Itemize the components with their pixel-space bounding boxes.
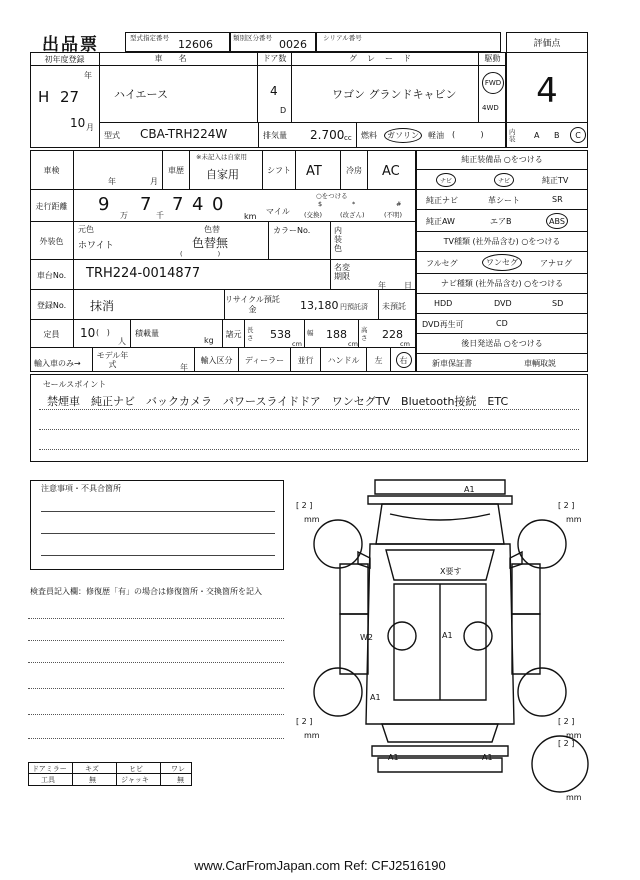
handle-right-cell — [390, 348, 416, 372]
inspector-label: 検査員記入欄：修復歴「有」の場合は修復箇所・交換箇所を記入 — [30, 587, 262, 596]
factory-tv: 純正TV — [542, 176, 569, 185]
fuel-label: 燃料 — [356, 122, 377, 148]
handle-label: ハンドル — [320, 348, 366, 372]
sheet-title: 出品票 — [42, 35, 99, 55]
tire-fr-value: [ 2 ] — [558, 501, 575, 510]
navi-hdd: HDD — [434, 299, 453, 308]
ac-label: 冷房 — [340, 150, 368, 190]
import-label: 輸入車のみ→ — [34, 359, 81, 368]
docs-manual: 車輌取説 — [524, 359, 556, 368]
swap-sym: $ — [318, 200, 323, 208]
drive-cell — [479, 66, 506, 122]
shaken-label: 車検 — [30, 150, 74, 190]
length-value: 538 — [270, 328, 291, 341]
mark-roof: A1 — [442, 631, 453, 640]
capacity-unit: 人 — [118, 337, 126, 346]
handle-left: 左 — [366, 348, 390, 372]
shaken-year: 年 — [108, 177, 116, 186]
tv-analog: アナログ — [540, 259, 572, 268]
tire-rl-value: [ 2 ] — [296, 717, 313, 726]
mileage-digit-3: 7 — [172, 194, 184, 215]
grade-cell — [292, 66, 479, 122]
legend-header-crack: ヒビ — [129, 765, 143, 773]
height-label: 高さ — [358, 320, 370, 348]
mark-hood: X要す — [440, 567, 462, 576]
interior-grade-row — [506, 122, 588, 148]
shift-label: シフト — [262, 150, 296, 190]
mileage-label: 走行距離 — [30, 190, 74, 222]
recycle-unpaid: 未預託 — [378, 290, 406, 320]
load-label: 積載量 — [130, 320, 159, 348]
drive-4wd: 4WD — [482, 104, 499, 112]
tire-fl-unit: mm — [304, 515, 320, 524]
docs-label: 後日発送品 ○をつける — [416, 334, 588, 354]
era-value: H — [38, 88, 50, 106]
reg-label: 登録No. — [30, 290, 74, 320]
factory-abs-circled: ABS — [546, 213, 568, 229]
factory-navi-2-circled: ナビ — [494, 173, 514, 187]
mile-option: マイル — [266, 207, 290, 216]
factory-aw: 純正AW — [426, 217, 455, 226]
factory-airbag: エアB — [490, 217, 512, 226]
legend-header-scratch: キズ — [85, 765, 99, 773]
capacity-paren: ( ) — [96, 328, 110, 337]
recycle-value: 13,180 — [300, 299, 339, 312]
damage-legend-table — [28, 762, 192, 786]
sales-point-label: セールスポイント — [43, 380, 107, 389]
mark-rear-bumper-right: A1 — [482, 753, 493, 762]
factory-navi-1-circled: ナビ — [436, 173, 456, 187]
dealer-option: ディーラー — [238, 348, 290, 372]
tire-rr-unit: mm — [566, 731, 582, 740]
paint-value: 色替無 — [192, 236, 229, 250]
first-reg-label: 初年度登録 — [30, 52, 100, 66]
factory-leather: 革シート — [488, 196, 520, 205]
factory-row-1 — [416, 170, 588, 190]
car-damage-diagram — [290, 474, 590, 804]
mileage-km: km — [244, 212, 257, 221]
ac-value: AC — [382, 164, 400, 179]
orig-color-value: ホワイト — [78, 241, 114, 251]
mark-left-rear: A1 — [370, 693, 381, 702]
tamper-option: (改ざん) — [340, 211, 365, 219]
model-year-unit: 年 — [180, 363, 188, 372]
recycle-label: リサイクル預託金 — [224, 290, 280, 320]
mark-front-bumper: A1 — [464, 485, 475, 494]
mileage-unit-man: 万 — [120, 211, 128, 220]
shaken-month: 月 — [150, 177, 158, 186]
navi-row-2 — [416, 314, 588, 334]
category-label: 類別区分番号 — [233, 34, 272, 42]
fuel-paren: ( ) — [452, 130, 484, 139]
model-label: 型式 — [104, 131, 120, 140]
model-designation-value: 12606 — [178, 38, 213, 51]
model-designation-label: 型式指定番号 — [130, 34, 169, 42]
door-suffix: D — [280, 106, 287, 115]
displacement-value: 2.700 — [310, 128, 345, 142]
parallel-option: 並行 — [290, 348, 320, 372]
factory-sr: SR — [552, 195, 563, 204]
width-label: 幅 — [304, 320, 316, 348]
fuel-diesel: 軽油 — [428, 131, 444, 140]
drive-fwd-circle: FWD — [482, 72, 504, 94]
factory-row-2 — [416, 190, 588, 210]
name-change-year: 年 — [378, 281, 386, 290]
tv-fullseg: フルセグ — [426, 259, 458, 268]
tire-rr-value: [ 2 ] — [558, 717, 575, 726]
orig-color-label: 元色 — [78, 225, 94, 234]
name-change-day: 日 — [404, 281, 412, 290]
length-label: 長さ — [244, 320, 256, 348]
grade-label: グレード — [292, 52, 479, 66]
score-label: 評価点 — [507, 33, 587, 53]
displacement-unit: cc — [344, 134, 352, 142]
chassis-value: TRH224-0014877 — [86, 266, 201, 281]
mileage-digit-4: 4 — [192, 194, 204, 215]
car-name-label: 車名 — [100, 52, 258, 66]
tire-fr-unit: mm — [566, 515, 582, 524]
displacement-label: 排気量 — [258, 122, 287, 148]
docs-row — [416, 354, 588, 372]
dims-label: 諸元 — [222, 320, 244, 348]
tire-spare-value: [ 2 ] — [558, 739, 575, 748]
month-unit: 月 — [86, 123, 94, 132]
usage-label: 車歴 — [162, 150, 190, 190]
handle-right-circled: 右 — [396, 352, 412, 368]
usage-note: ※未記入は自家用 — [196, 153, 247, 161]
year-value: 27 — [60, 88, 80, 106]
mileage-digit-1: 9 — [98, 194, 110, 215]
color-no-label: カラーNo. — [268, 222, 310, 260]
navi-cd: CD — [496, 319, 508, 328]
doors-value: 4 — [270, 84, 278, 98]
navi-dvd: DVD — [494, 299, 512, 308]
mark-rear-bumper-left: A1 — [388, 753, 399, 762]
length-cm: cm — [292, 340, 302, 348]
interior-grade-a: A — [534, 131, 540, 140]
legend-tools-value: 無 — [89, 776, 96, 784]
serial-label: シリアル番号 — [323, 34, 362, 42]
model-year-label: モデル年式 — [92, 348, 132, 372]
width-cm: cm — [348, 340, 358, 348]
tv-oneseg-circled: ワンセグ — [482, 254, 522, 271]
capacity-label: 定員 — [30, 320, 74, 348]
recycle-unit: 円預託済 — [340, 303, 368, 311]
factory-row-3 — [416, 210, 588, 232]
footer-reference: www.CarFromJapan.com Ref: CFJ2516190 — [194, 858, 446, 873]
mileage-unit-sen: 千 — [156, 211, 164, 220]
legend-header-mirror: ドアミラー — [32, 765, 67, 773]
tire-fl-value: [ 2 ] — [296, 501, 313, 510]
doors-label: ドア数 — [258, 52, 292, 66]
chassis-label: 車台No. — [30, 260, 74, 290]
shift-value: AT — [306, 164, 322, 179]
tv-type-label: TV種類 (社外品含む) ○をつける — [416, 232, 588, 252]
mileage-circle-note: ○をつける — [316, 192, 348, 200]
car-name-cell — [100, 66, 258, 122]
navi-row-1 — [416, 294, 588, 314]
height-value: 228 — [382, 328, 403, 341]
docs-warranty: 新車保証書 — [432, 359, 472, 368]
doors-cell — [258, 66, 292, 122]
serial-box — [316, 32, 501, 52]
tire-rl-unit: mm — [304, 731, 320, 740]
width-value: 188 — [326, 328, 347, 341]
model-designation-box — [125, 32, 230, 52]
legend-header-break: ワレ — [171, 765, 185, 773]
caution-label: 注意事項・不具合箇所 — [41, 484, 121, 493]
unknown-sym: # — [396, 200, 402, 208]
car-name-value: ハイエース — [114, 88, 169, 101]
usage-value: 自家用 — [206, 168, 239, 181]
navi-type-label: ナビ種類 (社外品含む) ○をつける — [416, 274, 588, 294]
month-value: 10 — [70, 116, 86, 130]
sales-point-block — [30, 374, 588, 462]
drive-label: 駆動 — [479, 52, 506, 66]
load-unit: kg — [204, 336, 214, 345]
interior-grade-c-circled: C — [570, 127, 586, 143]
category-value: 0026 — [279, 38, 307, 51]
paint-paren: ( ) — [180, 250, 221, 258]
navi-dvd-play: DVD再生可 — [422, 320, 464, 329]
navi-sd: SD — [552, 299, 564, 308]
tamper-sym: * — [352, 200, 356, 208]
score-value: 4 — [536, 71, 558, 111]
caution-box — [30, 480, 284, 570]
unknown-option: (不明) — [384, 211, 403, 219]
factory-navi-genuine: 純正ナビ — [426, 196, 458, 205]
interior-grade-b: B — [554, 131, 560, 140]
interior-color-label: 内装色 — [330, 222, 344, 260]
tv-type-row — [416, 252, 588, 274]
legend-tools: 工具 — [41, 776, 55, 784]
capacity-value: 10 — [80, 326, 96, 340]
color-label: 外装色 — [30, 222, 74, 260]
name-change-label: 名変期限 — [330, 260, 354, 290]
grade-value: ワゴン グランドキャビン — [332, 88, 457, 101]
legend-jack-value: 無 — [177, 776, 184, 784]
swap-option: (交換) — [304, 211, 323, 219]
category-box — [230, 32, 316, 52]
year-unit: 年 — [84, 71, 92, 80]
fuel-circled: ガソリン — [384, 128, 422, 143]
legend-jack: ジャッキ — [121, 776, 149, 784]
import-type-label: 輸入区分 — [194, 348, 238, 372]
first-reg-cell — [30, 66, 100, 148]
paint-label: 色替 — [204, 225, 220, 234]
model-value: CBA-TRH224W — [140, 127, 228, 141]
mark-left-door: W2 — [360, 633, 373, 642]
reg-value: 抹消 — [90, 299, 115, 313]
interior-label: 内装 — [509, 128, 516, 143]
tire-spare-unit: mm — [566, 793, 582, 802]
mileage-digit-5: 0 — [212, 194, 224, 215]
sales-point-text: 禁煙車 純正ナビ バックカメラ パワースライドドア ワンセグTV Bluetooth接続 ETC — [47, 395, 509, 408]
factory-options-label: 純正装備品 ○をつける — [416, 150, 588, 170]
mileage-digit-2: 7 — [140, 194, 152, 215]
height-cm: cm — [400, 340, 410, 348]
